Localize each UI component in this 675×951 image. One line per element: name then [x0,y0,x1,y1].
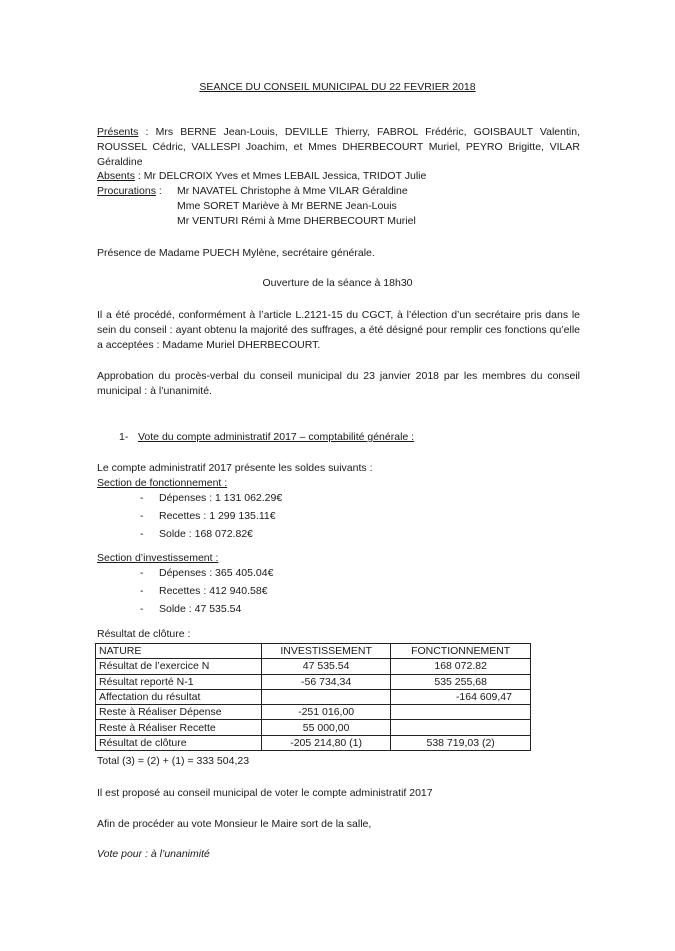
list-item: - Recettes : 1 299 135.11€ [140,507,282,525]
section-investissement-title: Section d’investissement : [97,552,219,564]
table-cell: 538 719,03 (2) [391,735,531,750]
procurations-line [97,185,162,197]
total-line: Total (3) = (2) + (1) = 333 504,23 [97,755,250,767]
table-row [96,659,531,674]
table-row [96,720,531,735]
resultat-table [95,643,531,751]
table-cell: 535 255,68 [391,674,531,689]
proposition-line: Il est proposé au conseil municipal de voter le compte administratif 2017 [97,787,433,799]
table-row [96,674,531,689]
section-fonctionnement-title: Section de fonctionnement : [97,477,228,489]
list-item: - Solde : 168 072.82€ [140,525,282,543]
absents-label: Absents [97,170,135,182]
vote-line: Vote pour : à l’unanimité [97,848,210,860]
list-item: - Dépenses : 1 131 062.29€ [140,489,282,507]
table-cell [391,720,531,735]
table-cell: -164 609,47 [391,689,531,704]
approbation-paragraph: Approbation du procès-verbal du conseil municipal du 23 janvier 2018 par les membres du conseil municipal : à l’unanimité. [97,370,580,398]
table-cell: Reste à Réaliser Dépense [96,705,262,720]
table-cell: Reste à Réaliser Recette [96,720,262,735]
investissement-list [140,564,273,618]
table-cell: 168 072.82 [391,659,531,674]
list-item: - Solde : 47 535.54 [140,600,273,618]
table-header-cell: NATURE [96,644,262,659]
procuration-item: Mme SORET Mariève à Mr BERNE Jean-Louis [177,200,397,212]
list-item: - Recettes : 412 940.58€ [140,582,273,600]
fonctionnement-list [140,489,282,543]
table-cell: Résultat de clôture [96,735,262,750]
table-cell [261,689,390,704]
presence-secretaire: Présence de Madame PUECH Mylène, secrétaire générale. [97,247,375,259]
ouverture-seance: Ouverture de la séance à 18h30 [262,277,413,289]
table-cell: Résultat reporté N-1 [96,674,262,689]
procurations-colon: : [155,185,162,197]
presents-label: Présents [97,126,139,138]
absents-line [97,170,426,182]
table-header-cell: INVESTISSEMENT [261,644,390,659]
table-row [96,735,531,750]
item-heading: Vote du compte administratif 2017 – comptabilité générale : [138,431,415,443]
presents-text: : Mrs BERNE Jean-Louis, DEVILLE Thierry, FABROL Frédéric, GOISBAULT Valentin, ROUSSEL Cédric, VALLESPI Joachim, et Mmes DHERBECOURT Muriel, PEYRO Brigitte, VILAR Géraldine [97,126,580,169]
table-cell: -251 016,00 [261,705,390,720]
table-cell: 55 000,00 [261,720,390,735]
item-number: 1- [119,431,129,443]
procuration-item: Mr NAVATEL Christophe à Mme VILAR Géraldine [177,185,408,197]
sortie-maire-line: Afin de procéder au vote Monsieur le Maire sort de la salle, [97,818,372,830]
table-cell: 47 535.54 [261,659,390,674]
page-title: SEANCE DU CONSEIL MUNICIPAL DU 22 FEVRIER 2018 [199,81,476,93]
table-cell: Résultat de l’exercice N [96,659,262,674]
table-cell: -205 214,80 (1) [261,735,390,750]
election-secretaire-paragraph: Il a été procédé, conformément à l’article L.2121-15 du CGCT, à l’élection d’un secrétaire pris dans le sein du conseil : ayant obtenu la majorité des suffrages, a été désigné pour remplir ces fonctions qu’elle a acceptées : Madame Muriel DHERBECOURT. [97,309,580,352]
table-row [96,705,531,720]
absents-text: : Mr DELCROIX Yves et Mmes LEBAIL Jessica, TRIDOT Julie [134,170,427,182]
table-header-row [96,644,531,659]
table-cell: -56 734,34 [261,674,390,689]
list-item: - Dépenses : 365 405.04€ [140,564,273,582]
table-row [96,689,531,704]
item-intro: Le compte administratif 2017 présente les soldes suivants : [97,462,373,474]
presents-paragraph [97,125,580,171]
table-cell: Affectation du résultat [96,689,262,704]
table-header-cell: FONCTIONNEMENT [391,644,531,659]
table-cell [391,705,531,720]
procuration-item: Mr VENTURI Rémi à Mme DHERBECOURT Muriel [177,215,416,227]
procurations-label: Procurations [97,185,156,197]
resultat-cloture-label: Résultat de clôture : [97,628,191,640]
